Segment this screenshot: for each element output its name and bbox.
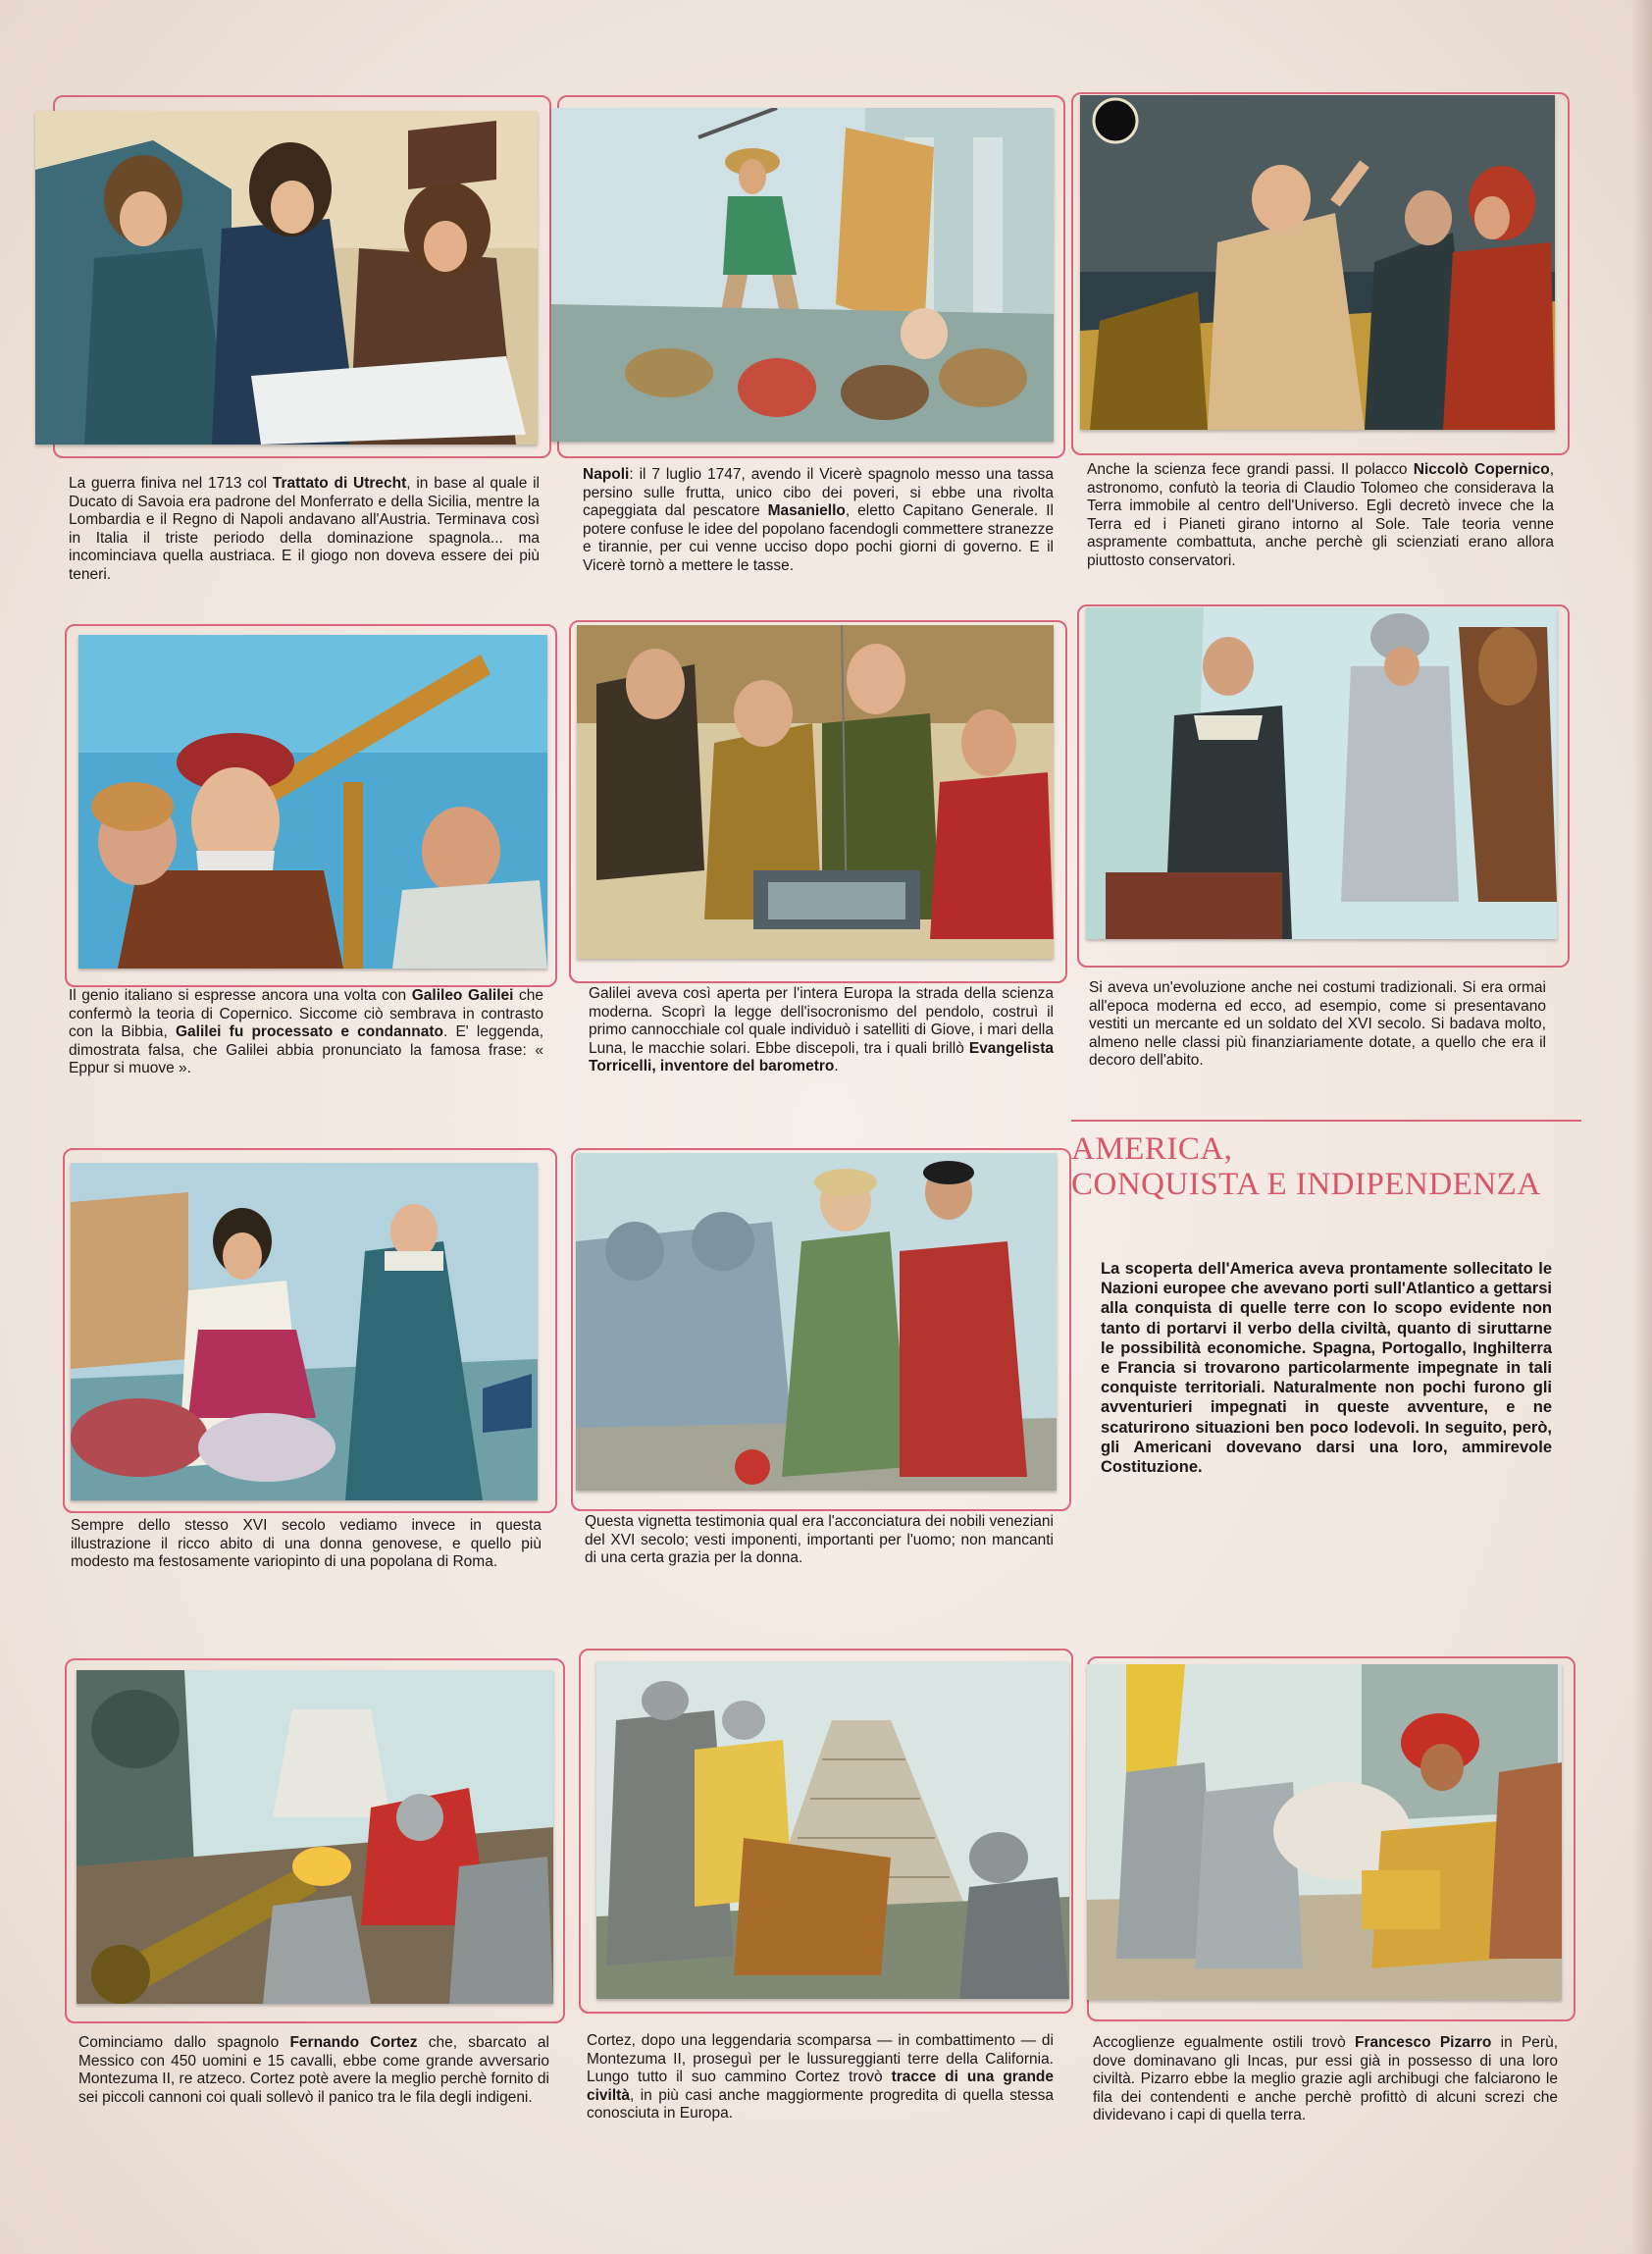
caption-text: , in base al quale il Ducato di Savoia era padrone del Monferrato e della Sicilia, mentre la Lombardia e il Regno di Napoli andavano all'Austria. Terminava così in Italia il triste periodo della dominazione spagnola... ma incominciava quella austriaca. E il giogo non doveva essere dei più teneri. — [69, 475, 541, 583]
caption-venetian-nobles — [585, 1513, 1054, 1568]
caption-text: . E' leggenda, dimostrata falsa, che Galilei abbia pronunciato la famosa frase: « Eppur si muove ». — [69, 1023, 544, 1077]
section-intro: La scoperta dell'America aveva prontamente sollecitato le Nazioni europee che avevano porti sull'Atlantico a gettarsi alla conquista di quelle terre con lo scopo evidente non tanto di portarvi il verbo della civiltà, quanto di siruttarne le possibilità economiche. Spagna, Portogallo, Inghilterra e Francia si trovarono particolarmente impegnate in tali conquiste territoriali. Naturalmente non pochi furono gli avventurieri impegnati in queste avventure, e ne scaturirono situazioni ben poco lodevoli. In seguito, però, gli Americani dovevano darsi una loro, ammirevole Costituzione. — [1101, 1260, 1552, 1477]
caption-bold-text: Niccolò Copernico — [1413, 461, 1550, 478]
illustration-cortez-cannon — [77, 1670, 553, 2004]
caption-bold-text: Trattato di Utrecht — [272, 475, 407, 492]
caption-bold-text: Galileo Galilei — [411, 987, 514, 1004]
illustration-naples-revolt — [551, 108, 1054, 442]
illustration-copernicus-astronomy — [1080, 95, 1555, 430]
page-edge-shadow — [1632, 0, 1652, 2254]
caption-bold-text: Masaniello — [767, 502, 846, 520]
caption-text: . — [834, 1058, 839, 1075]
caption-text: La guerra finiva nel 1713 col — [69, 475, 273, 492]
caption-treaty-of-utrecht — [69, 475, 540, 585]
caption-bold-text: Evangelista Torricelli, inventore del barometro — [589, 1039, 1054, 1075]
caption-text: in Perù, dove dominavano gli Incas, pur essi già in possesso di una loro civiltà. Pizarro ebbe la meglio grazie agli archibugi che falciarono le fila dei contendenti e anche perchè profittò di alcuni screzi che dividevano i capi di quella terra. — [1093, 2034, 1558, 2124]
caption-text: , astronomo, confutò la teoria di Claudio Tolomeo che considerava la Terra immobile al centro dell'Universo. Egli decretò invece che la Terra ed i Pianeti girano intorno al Sole. Tale teoria venne aspramente combattuta, anche perchè gli scienziati erano allora piuttosto conservatori. — [1087, 461, 1554, 569]
section-title-line1: AMERICA, — [1071, 1131, 1233, 1167]
caption-text: , in più casi anche maggiormente progredita di quella stessa conosciuta in Europa. — [587, 2086, 1054, 2123]
caption-text: Cominciamo dallo spagnolo — [78, 2034, 290, 2051]
caption-copernicus — [1087, 461, 1554, 571]
caption-bold-text: tracce di una grande civiltà — [587, 2069, 1054, 2104]
caption-bold-text: Francesco Pizarro — [1355, 2034, 1492, 2051]
caption-naples-revolt — [583, 466, 1054, 576]
illustration-galileo-pendulum — [577, 625, 1054, 959]
caption-bold-text: Galilei fu processato e condannato — [175, 1023, 443, 1041]
illustration-genoese-and-roman-women — [71, 1163, 538, 1500]
section-title-rule — [1071, 1120, 1581, 1122]
section-title-line2: CONQUISTA E INDIPENDENZA — [1071, 1167, 1541, 1202]
caption-text: Anche la scienza fece grandi passi. Il polacco — [1087, 461, 1414, 478]
caption-galileo-pendulum — [589, 985, 1054, 1076]
caption-text: , eletto Capitano Generale. Il potere confuse le idee del popolano facendogli commettere stranezze e tirannie, per cui venne ucciso dopo pochi giorni di governo. E il Vicerè tornò a mettere le tasse. — [583, 502, 1054, 574]
caption-pizarro-incas — [1093, 2034, 1558, 2125]
illustration-venetian-nobles — [576, 1153, 1057, 1491]
caption-bold-text: Fernando Cortez — [289, 2034, 418, 2051]
illustration-merchant-and-soldier — [1086, 607, 1557, 939]
caption-cortez-cannon — [78, 2034, 549, 2107]
caption-galileo — [69, 987, 543, 1078]
caption-text: Sempre dello stesso XVI secolo vediamo invece in questa illustrazione il ricco abito di una donna genovese, e quello più modesto ma festosamente variopinto di una popolana di Roma. — [71, 1517, 542, 1571]
illustration-galileo-telescope — [78, 635, 547, 969]
caption-text: Accoglienze egualmente ostili trovò — [1093, 2034, 1356, 2051]
caption-text: che confermò la teoria di Copernico. Siccome ciò sembrava in contrasto con la Bibbia, — [69, 987, 543, 1041]
caption-text: Cortez, dopo una leggendaria scomparsa — in combattimento — di Montezuma II, proseguì per le lussureggianti terre della California. Lungo tutto il suo cammino Cortez trovò — [587, 2032, 1054, 2086]
caption-text: : il 7 luglio 1747, avendo il Vicerè spagnolo messo una tassa persino sulle frutta, unico cibo dei poveri, si ebbe una rivolta capeggiata dal pescatore — [583, 466, 1054, 520]
illustration-treaty-of-utrecht — [35, 111, 538, 445]
caption-cortez-pyramid — [587, 2032, 1054, 2123]
caption-bold-text: Napoli — [583, 466, 630, 483]
caption-merchant-and-soldier — [1089, 979, 1546, 1071]
caption-genoese-and-roman-women — [71, 1517, 542, 1572]
caption-text: Il genio italiano si espresse ancora una volta con — [69, 987, 412, 1004]
illustration-cortez-pyramid — [596, 1661, 1069, 1999]
caption-text: Galilei aveva così aperta per l'intera Europa la strada della scienza moderna. Scoprì la legge dell'isocronismo del pendolo, costruì il primo cannocchiale col quale individuò i satelliti di Giove, i mari della Luna, le macchie solari. Ebbe discepoli, tra i quali brillò — [589, 985, 1054, 1057]
illustration-pizarro-incas — [1087, 1664, 1562, 2000]
caption-text: che, sbarcato al Messico con 450 uomini e 15 cavalli, ebbe come grande avversario Montezuma II, re atzeco. Cortez potè avere la meglio perchè fornito di sei piccoli cannoni coi quali sollevò il panico tra le fila degli indigeni. — [78, 2034, 549, 2106]
section-title — [1071, 1131, 1581, 1202]
caption-text: Si aveva un'evoluzione anche nei costumi tradizionali. Si era ormai all'epoca moderna ed ecco, ad esempio, come si presentavano vestiti un mercante ed un soldato del XVI secolo. Si badava molto, almeno nelle classi più finanziariamente dotate, a quello che era il decoro dell'abito. — [1089, 979, 1546, 1070]
caption-text: Questa vignetta testimonia qual era l'acconciatura dei nobili veneziani del XVI secolo; vesti imponenti, importanti per l'uomo; non mancanti di una certa grazia per la donna. — [585, 1513, 1054, 1567]
